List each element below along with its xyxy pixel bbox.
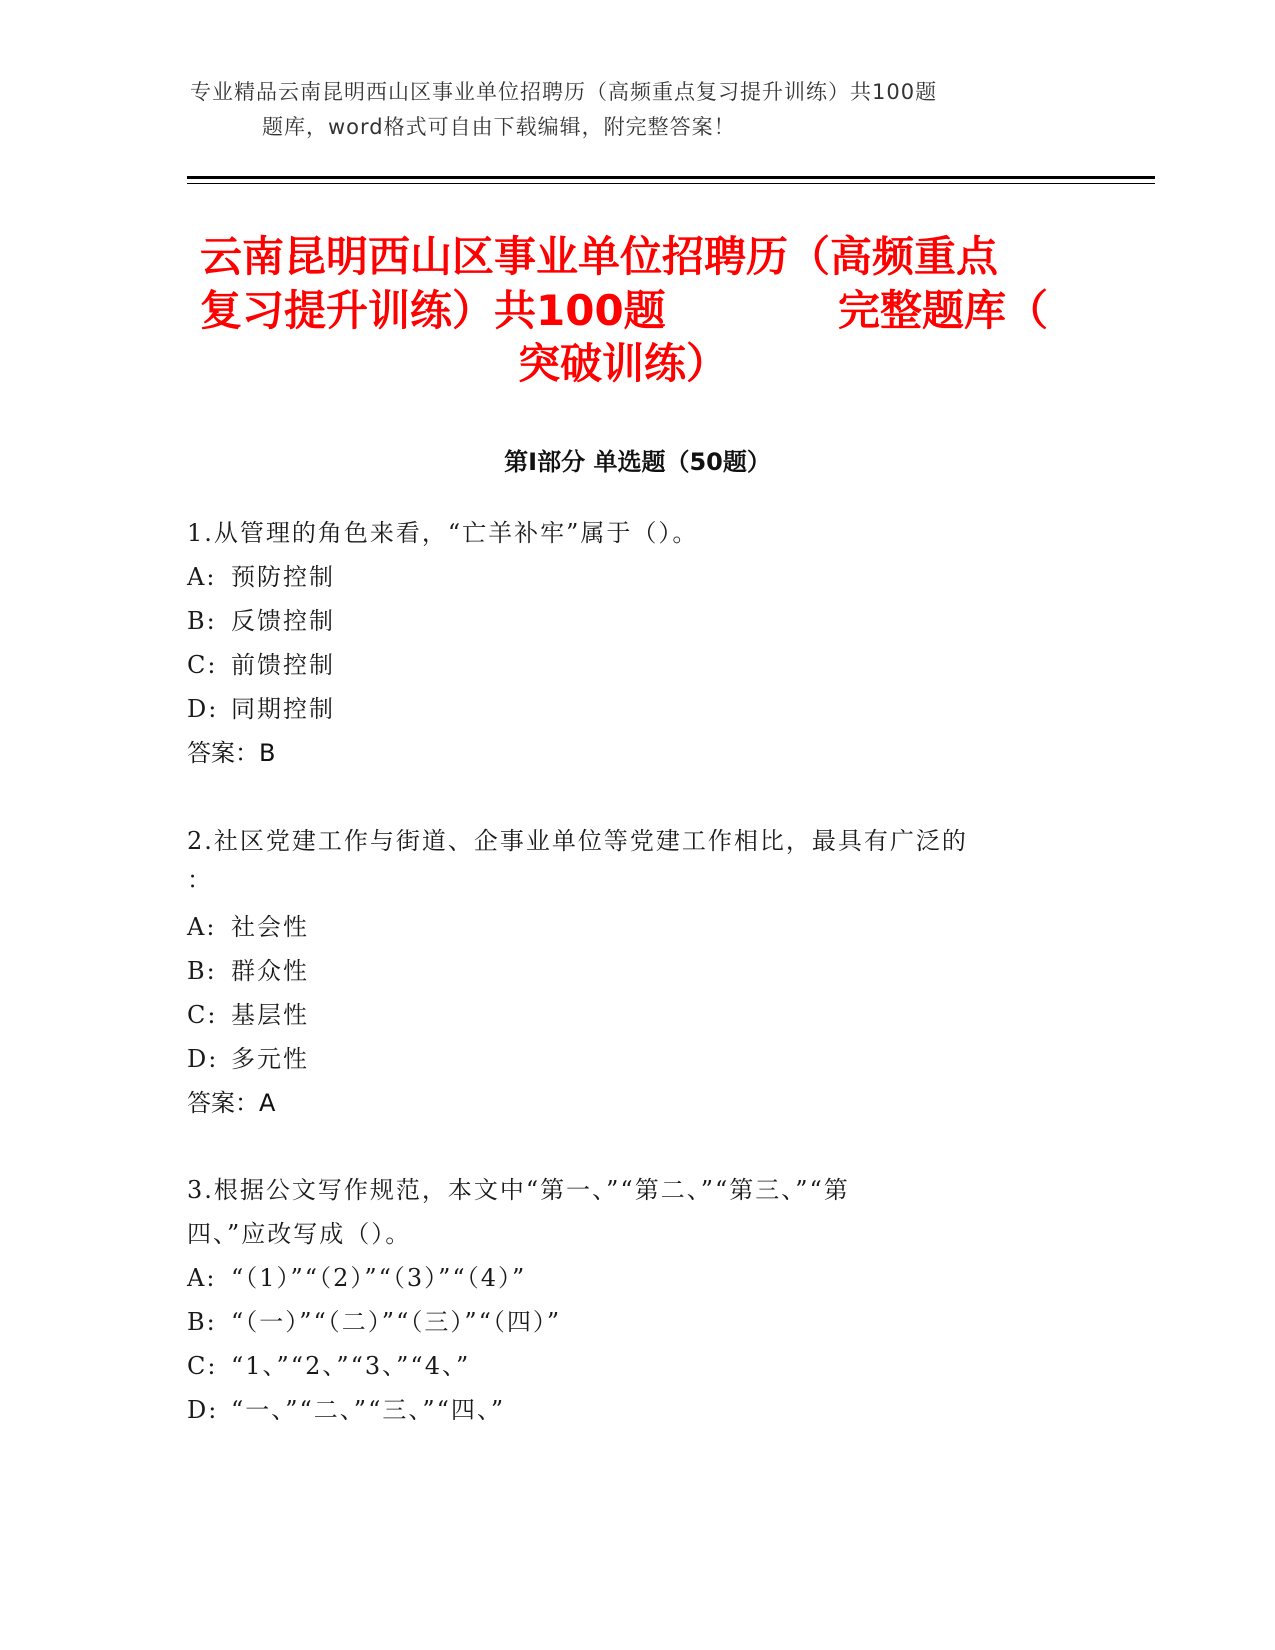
option-key: B: <box>187 607 217 635</box>
option-text: “（一）”“（二）”“（三）”“（四）” <box>231 1308 562 1336</box>
header-divider-thin <box>187 183 1155 184</box>
document-title-line-2b: 完整题库（ <box>838 286 1049 335</box>
question-2-option-b <box>187 959 309 983</box>
option-text: 前馈控制 <box>231 651 335 679</box>
option-text: 反馈控制 <box>231 607 335 635</box>
header-line-2: 题库，word格式可自由下载编辑，附完整答案！ <box>262 115 736 139</box>
question-2-text-line-2: ： <box>187 866 213 894</box>
option-key: A: <box>187 913 217 941</box>
question-1-option-b <box>187 609 335 633</box>
question-3-option-a <box>187 1266 526 1290</box>
question-3-text: 3.根据公文写作规范，本文中“第一、”“第二、”“第三、”“第 <box>187 1176 850 1204</box>
header-divider-thick <box>187 176 1155 179</box>
option-key: D: <box>187 1396 219 1424</box>
question-1-option-c <box>187 653 335 677</box>
option-key: B: <box>187 1308 217 1336</box>
option-key: B: <box>187 957 217 985</box>
option-text: 基层性 <box>231 1001 309 1029</box>
option-key: A: <box>187 1264 217 1292</box>
option-text: 同期控制 <box>231 695 335 723</box>
option-text: 社会性 <box>231 913 309 941</box>
question-1-option-a <box>187 565 335 589</box>
question-3-option-b <box>187 1310 561 1334</box>
option-text: 群众性 <box>231 957 309 985</box>
question-2-option-d <box>187 1047 309 1071</box>
document-title-line-2a: 复习提升训练）共100题 <box>200 286 666 335</box>
question-1-answer: 答案：B <box>187 739 276 767</box>
question-2-option-a <box>187 915 309 939</box>
question-3-option-c <box>187 1354 470 1378</box>
option-text: 多元性 <box>231 1045 309 1073</box>
option-key: A: <box>187 563 217 591</box>
question-3-option-d <box>187 1398 505 1422</box>
option-key: C: <box>187 651 218 679</box>
option-key: D: <box>187 695 219 723</box>
question-3-text-line-2: 四、”应改写成（）。 <box>187 1220 412 1248</box>
option-key: C: <box>187 1001 218 1029</box>
question-1-text: 1.从管理的角色来看，“亡羊补牢”属于（）。 <box>187 519 699 547</box>
question-2-text: 2.社区党建工作与街道、企事业单位等党建工作相比，最具有广泛的 <box>187 827 968 855</box>
header-line-1: 专业精品云南昆明西山区事业单位招聘历（高频重点复习提升训练）共100题 <box>190 80 938 104</box>
option-key: C: <box>187 1352 218 1380</box>
document-title-line-3: 突破训练） <box>518 339 729 388</box>
question-2-option-c <box>187 1003 309 1027</box>
question-1-option-d <box>187 697 335 721</box>
question-2-answer: 答案：A <box>187 1089 276 1117</box>
document-title-line-1: 云南昆明西山区事业单位招聘历（高频重点 <box>200 232 999 281</box>
section-title: 第I部分 单选题（50题） <box>504 448 771 476</box>
option-text: “1、”“2、”“3、”“4、” <box>231 1352 471 1380</box>
option-text: “一、”“二、”“三、”“四、” <box>231 1396 506 1424</box>
option-text: 预防控制 <box>231 563 335 591</box>
option-key: D: <box>187 1045 219 1073</box>
option-text: “（1）”“（2）”“（3）”“（4）” <box>231 1264 527 1292</box>
